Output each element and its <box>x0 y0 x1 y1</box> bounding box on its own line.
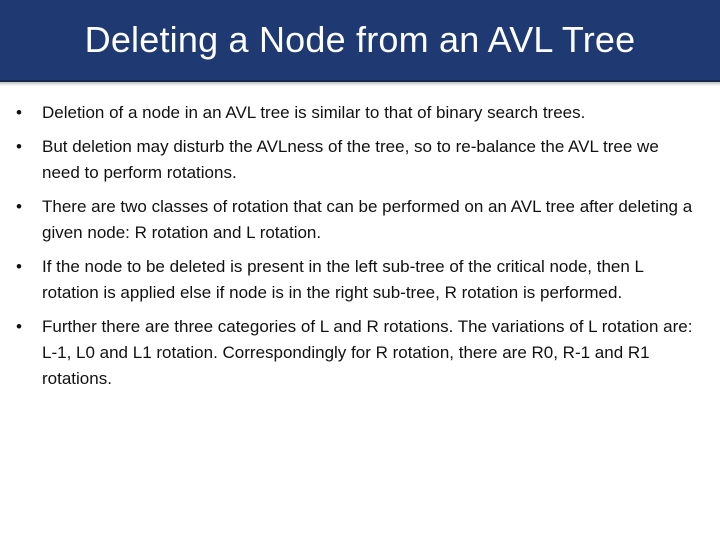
bullet-item <box>0 194 720 246</box>
bullet-text: There are two classes of rotation that can be performed on an AVL tree after deleting a given node: R rotation and L rotation. <box>42 197 693 242</box>
bullet-text: Deletion of a node in an AVL tree is similar to that of binary search trees. <box>42 103 586 122</box>
bullet-item <box>0 314 720 392</box>
bullet-text: If the node to be deleted is present in the left sub-tree of the critical node, then L rotation is applied else if node is in the right sub-tree, R rotation is performed. <box>42 257 644 302</box>
slide-title: Deleting a Node from an AVL Tree <box>84 19 636 60</box>
bullet-item <box>0 254 720 306</box>
bullet-list <box>0 100 720 400</box>
bullet-dot-icon: • <box>16 137 22 156</box>
bullet-dot-icon: • <box>16 103 22 122</box>
bullet-item <box>0 100 720 126</box>
bullet-dot-icon: • <box>16 317 22 336</box>
title-shadow <box>0 82 720 86</box>
bullet-text: Further there are three categories of L and R rotations. The variations of L rotation are: L-1, L0 and L1 rotation. Correspondingly for R rotation, there are R0, R-1 and R1 rotations. <box>42 317 693 388</box>
bullet-text: But deletion may disturb the AVLness of the tree, so to re-balance the AVL tree we need to perform rotations. <box>42 137 659 182</box>
bullet-dot-icon: • <box>16 197 22 216</box>
slide-title-bar <box>0 0 720 82</box>
bullet-item <box>0 134 720 186</box>
bullet-dot-icon: • <box>16 257 22 276</box>
